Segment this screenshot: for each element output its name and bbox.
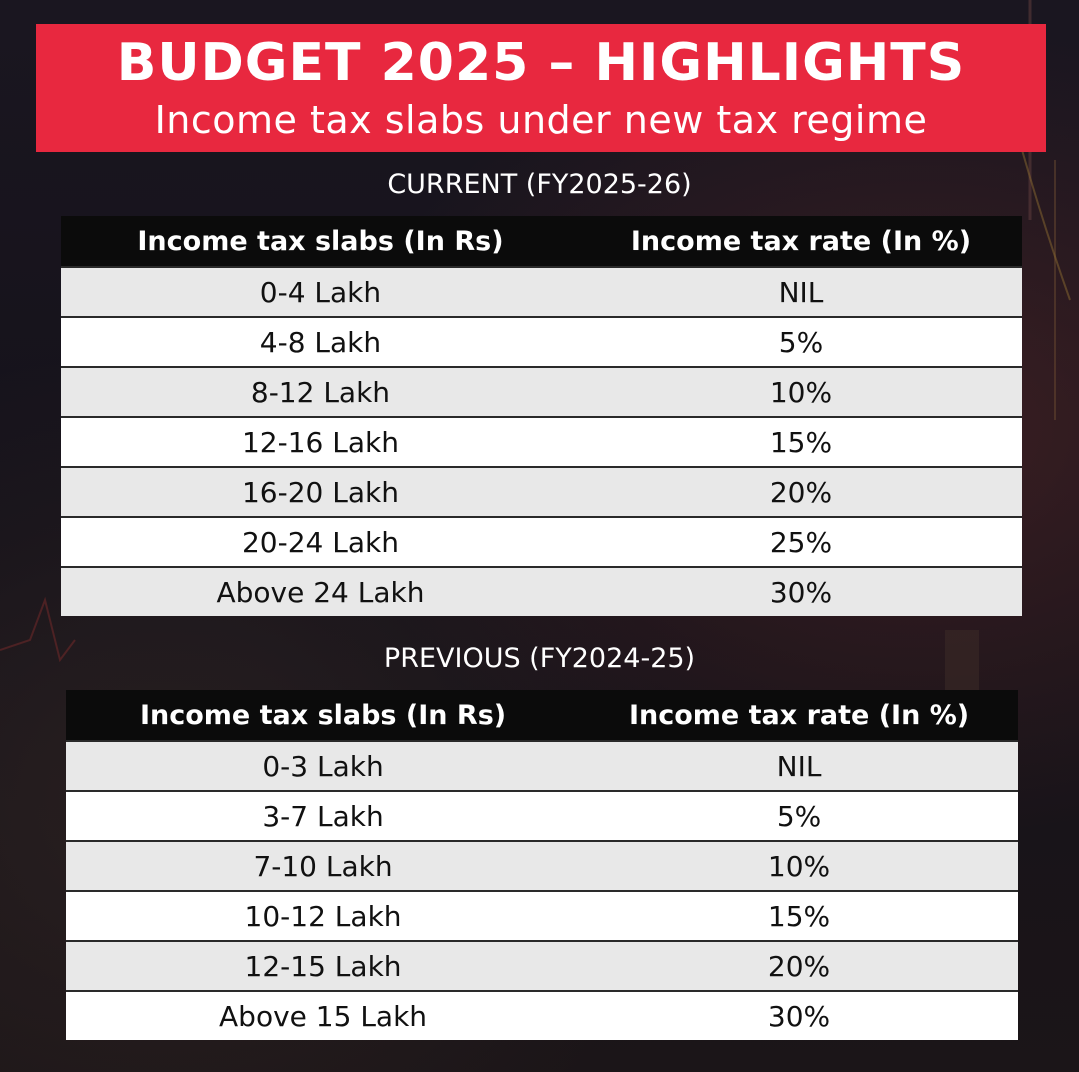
table-row (61, 417, 1022, 467)
slab-cell: Above 15 Lakh (66, 991, 580, 1040)
rate-cell: 10% (580, 841, 1018, 891)
rate-cell: NIL (580, 741, 1018, 791)
table-row (61, 517, 1022, 567)
table-row (66, 891, 1018, 941)
table-row (61, 567, 1022, 616)
slab-cell: 8-12 Lakh (61, 367, 580, 417)
rate-cell: 15% (580, 891, 1018, 941)
banner-subtitle: Income tax slabs under new tax regime (154, 98, 928, 142)
current-section-label: CURRENT (FY2025-26) (387, 169, 692, 200)
slab-cell: 12-15 Lakh (66, 941, 580, 991)
column-header-slab: Income tax slabs (In Rs) (66, 690, 580, 741)
rate-cell: 20% (580, 467, 1022, 517)
slab-cell: 20-24 Lakh (61, 517, 580, 567)
column-header-rate: Income tax rate (In %) (580, 216, 1022, 267)
table-row (66, 941, 1018, 991)
rate-cell: 30% (580, 567, 1022, 616)
table-row (61, 317, 1022, 367)
previous-tax-slab-table (66, 690, 1018, 1040)
rate-cell: 30% (580, 991, 1018, 1040)
slab-cell: 3-7 Lakh (66, 791, 580, 841)
table-header-row (61, 216, 1022, 267)
table-row (61, 467, 1022, 517)
rate-cell: 25% (580, 517, 1022, 567)
banner-title: BUDGET 2025 – HIGHLIGHTS (116, 33, 966, 93)
table-row (61, 367, 1022, 417)
table-row (66, 791, 1018, 841)
table-row (66, 741, 1018, 791)
slab-cell: 4-8 Lakh (61, 317, 580, 367)
rate-cell: 5% (580, 791, 1018, 841)
rate-cell: 10% (580, 367, 1022, 417)
rate-cell: 20% (580, 941, 1018, 991)
slab-cell: 7-10 Lakh (66, 841, 580, 891)
previous-section-label: PREVIOUS (FY2024-25) (383, 643, 696, 674)
slab-cell: 0-3 Lakh (66, 741, 580, 791)
slab-cell: Above 24 Lakh (61, 567, 580, 616)
title-banner (36, 24, 1046, 152)
slab-cell: 16-20 Lakh (61, 467, 580, 517)
column-header-slab: Income tax slabs (In Rs) (61, 216, 580, 267)
slab-cell: 12-16 Lakh (61, 417, 580, 467)
rate-cell: 5% (580, 317, 1022, 367)
table-row (66, 991, 1018, 1040)
slab-cell: 0-4 Lakh (61, 267, 580, 317)
table-row (66, 841, 1018, 891)
rate-cell: 15% (580, 417, 1022, 467)
current-tax-slab-table (61, 216, 1022, 616)
table-row (61, 267, 1022, 317)
column-header-rate: Income tax rate (In %) (580, 690, 1018, 741)
rate-cell: NIL (580, 267, 1022, 317)
slab-cell: 10-12 Lakh (66, 891, 580, 941)
table-header-row (66, 690, 1018, 741)
